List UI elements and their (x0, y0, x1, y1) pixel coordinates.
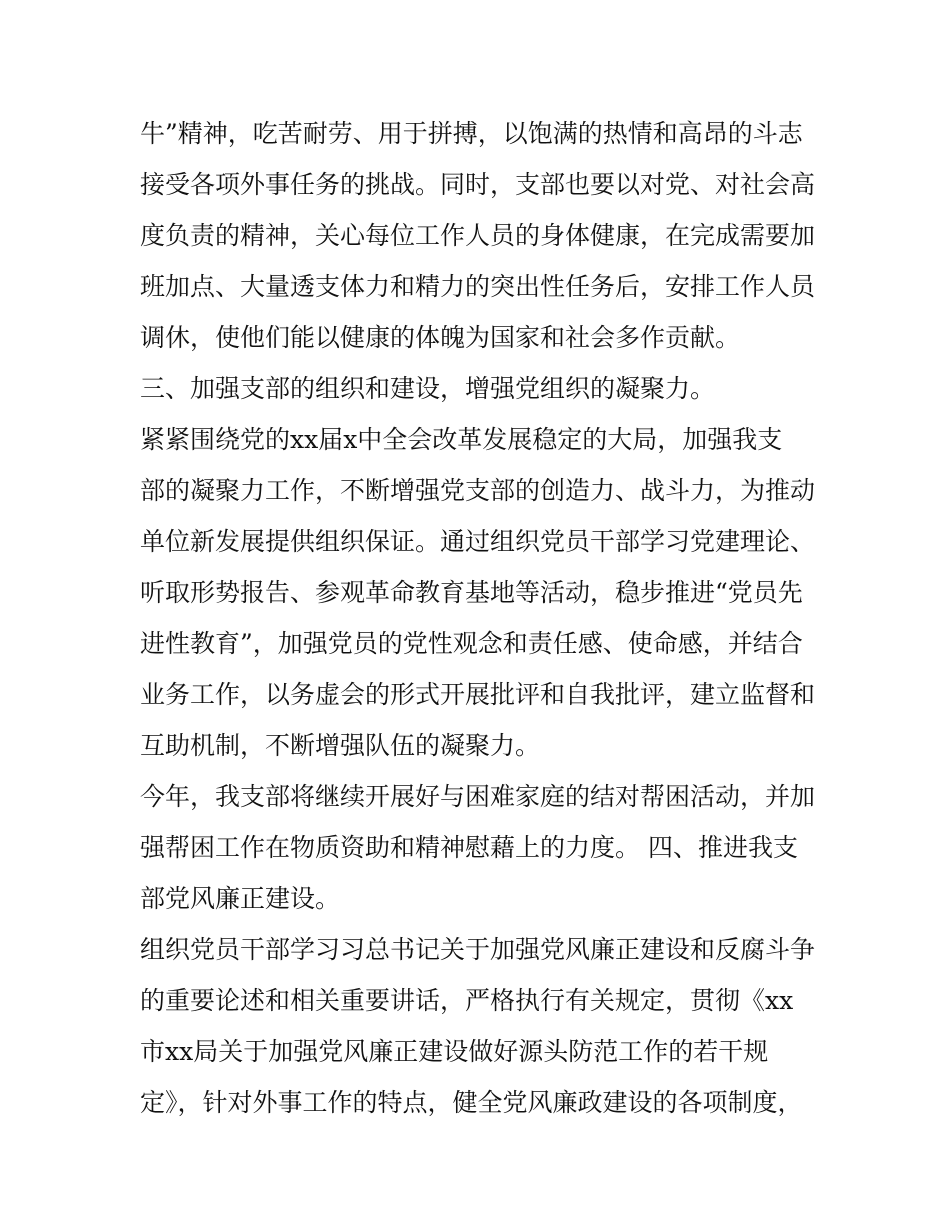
text-line: 互助机制，不断增强队伍的凝聚力。 (140, 731, 541, 760)
text-line: 强帮困工作在物质资助和精神慰藉上的力度。 四、推进我支 (140, 833, 798, 862)
text-line: 单位新发展提供组织保证。通过组织党员干部学习党建理论、 (140, 527, 816, 556)
section-heading: 部党风廉正建设。 (140, 884, 341, 913)
text-line: 市xx局关于加强党风廉正建设做好源头防范工作的若干规 (140, 1037, 769, 1066)
text-line: 的重要论述和相关重要讲话，严格执行有关规定，贯彻《xx (140, 986, 794, 1015)
text-line: 业务工作，以务虚会的形式开展批评和自我批评，建立监督和 (140, 680, 816, 709)
text-line: 定》，针对外事工作的特点，健全党风廉政建设的各项制度， (140, 1088, 803, 1117)
text-line: 听取形势报告、参观革命教育基地等活动，稳步推进“党员先 (140, 578, 803, 607)
text-line: 部的凝聚力工作，不断增强党支部的创造力、战斗力，为推动 (140, 476, 816, 505)
section-heading: 三、加强支部的组织和建设，增强党组织的凝聚力。 (140, 374, 716, 403)
text-line: 牛”精神，吃苦耐劳、用于拼搏，以饱满的热情和高昂的斗志 (140, 119, 803, 148)
text-line: 班加点、大量透支体力和精力的突出性任务后，安排工作人员 (140, 272, 816, 301)
text-line: 调休，使他们能以健康的体魄为国家和社会多作贡献。 (140, 323, 741, 352)
document-body (140, 108, 830, 1128)
text-line: 度负责的精神，关心每位工作人员的身体健康，在完成需要加 (140, 221, 816, 250)
text-line: 紧紧围绕党的xx届x中全会改革发展稳定的大局，加强我支 (140, 425, 783, 454)
text-line: 接受各项外事任务的挑战。同时，支部也要以对党、对社会高 (140, 170, 816, 199)
text-line: 组织党员干部学习习总书记关于加强党风廉正建设和反腐斗争 (140, 935, 816, 964)
text-line: 今年，我支部将继续开展好与困难家庭的结对帮困活动，并加 (140, 782, 816, 811)
text-line: 进性教育”，加强党员的党性观念和责任感、使命感，并结合 (140, 629, 803, 658)
